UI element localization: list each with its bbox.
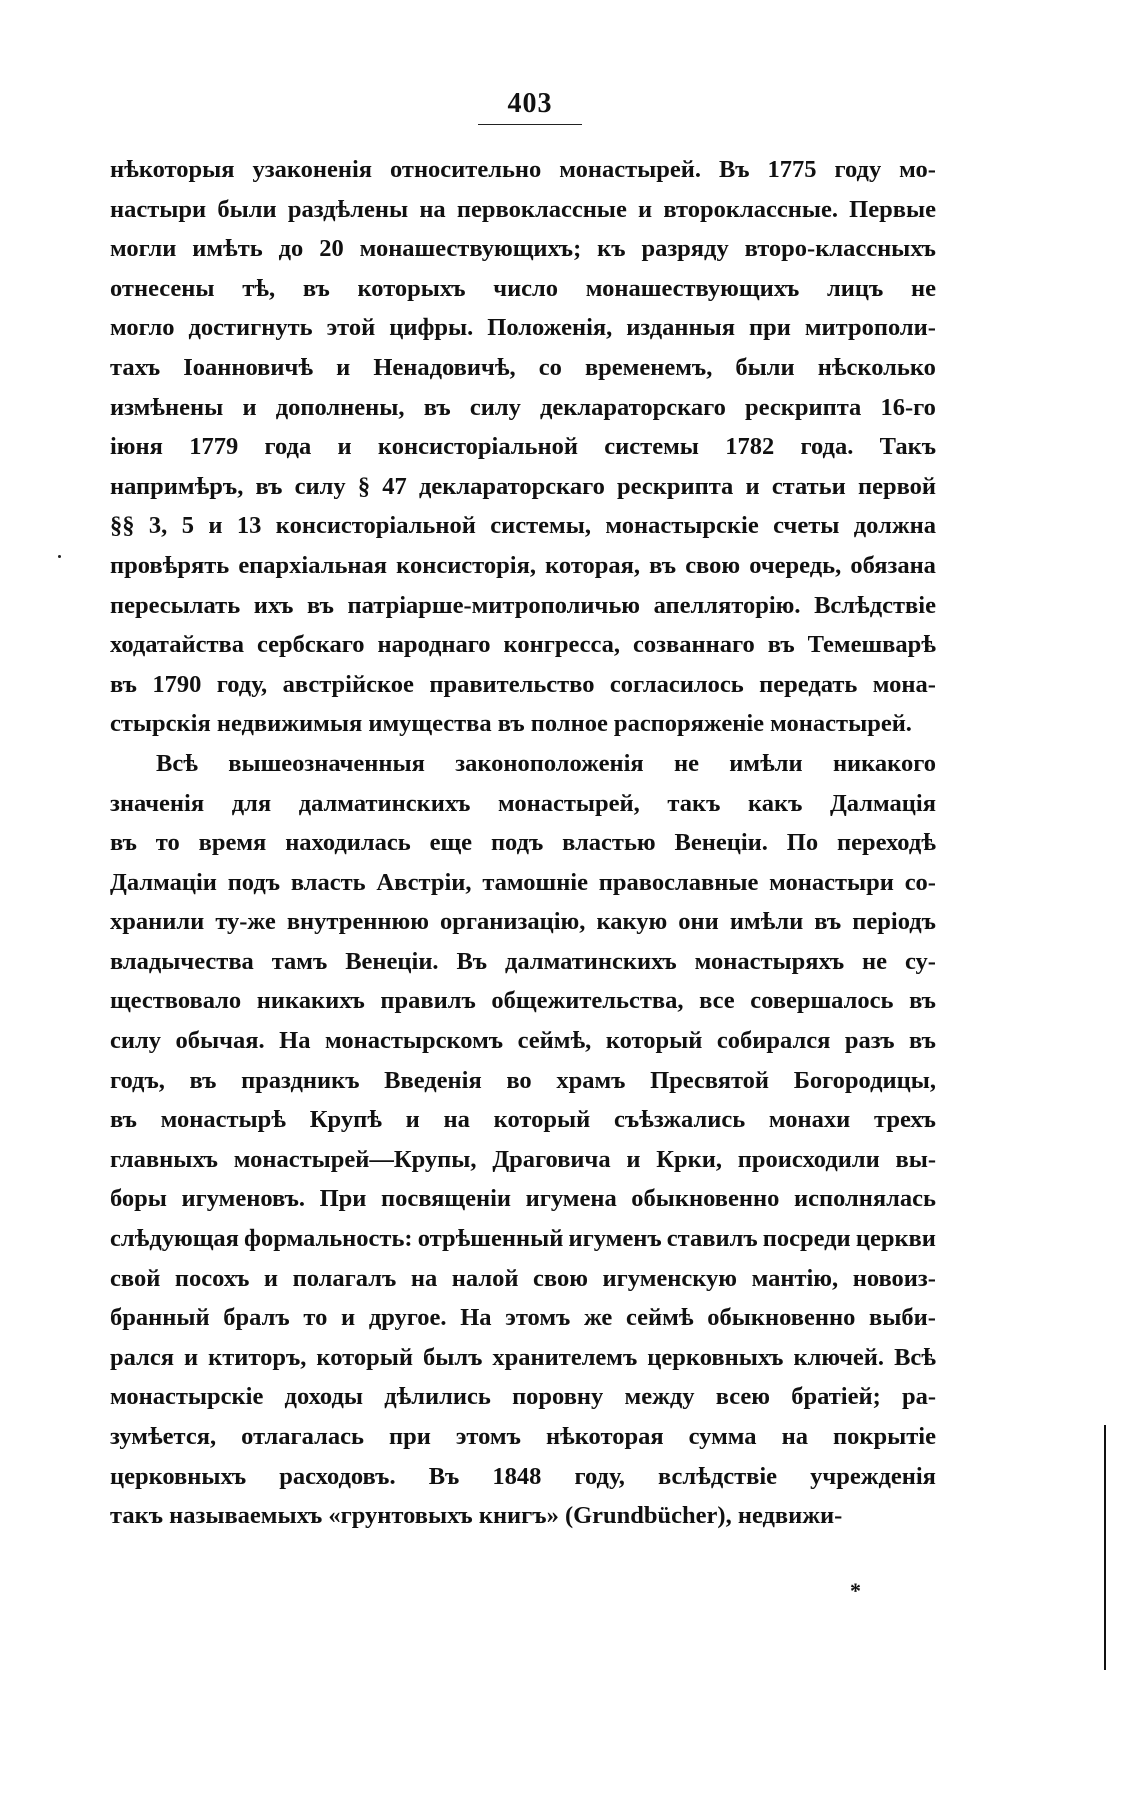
text-line: могли имѣть до 20 монашествующихъ; къ разряду второ-классныхъ (110, 235, 936, 263)
bottom-mark: * (850, 1578, 861, 1603)
text-line: силу обычая. На монастырскомъ сеймѣ, который собирался разъ въ (110, 1027, 936, 1055)
text-line: измѣнены и дополнены, въ силу деклараторскаго рескрипта 16-го (110, 393, 936, 421)
text-line: слѣдующая формальность: отрѣшенный игуменъ ставилъ посреди церкви (110, 1225, 936, 1253)
header-rule (478, 124, 582, 125)
text-line: стырскія недвижимыя имущества въ полное распоряженіе монастырей. (110, 710, 912, 738)
text-line: нѣкоторыя узаконенія относительно монастырей. Въ 1775 году мо- (110, 156, 936, 183)
text-line: свой посохъ и полагалъ на налой свою игуменскую мантію, новоиз- (110, 1264, 936, 1292)
text-line: могло достигнуть этой цифры. Положенія, изданныя при митрополи- (110, 314, 936, 342)
text-line: главныхъ монастырей—Крупы, Драговича и Крки, происходили вы- (110, 1145, 936, 1173)
text-line: церковныхъ расходовъ. Въ 1848 году, вслѣдствіе учрежденія (110, 1462, 936, 1490)
text-line: ходатайства сербскаго народнаго конгресса, созваннаго въ Темешварѣ (110, 631, 936, 659)
text-line: провѣрять епархіальная консисторія, которая, въ свою очередь, обязана (110, 551, 936, 579)
text-line: Далмаціи подъ власть Австріи, тамошніе православные монастыри со- (110, 868, 936, 896)
text-line: боры игуменовъ. При посвященіи игумена обыкновенно исполнялась (110, 1185, 936, 1213)
text-line: рался и ктиторъ, который былъ хранителемъ церковныхъ ключей. Всѣ (110, 1343, 936, 1371)
text-line: годъ, въ праздникъ Введенія во храмъ Пресвятой Богородицы, (110, 1066, 936, 1094)
margin-line (1104, 1425, 1106, 1670)
text-line: зумѣется, отлагалась при этомъ нѣкоторая сумма на покрытіе (110, 1423, 936, 1450)
text-line: въ то время находилась еще подъ властью Венеціи. По переходѣ (110, 829, 936, 857)
text-line: §§ 3, 5 и 13 консисторіальной системы, монастырскіе счеты должна (110, 512, 936, 540)
margin-dot (58, 555, 61, 558)
text-line: владычества тамъ Венеціи. Въ далматинскихъ монастыряхъ не су- (110, 947, 936, 975)
text-line: отнесены тѣ, въ которыхъ число монашествующихъ лицъ не (110, 274, 936, 302)
text-line: бранный бралъ то и другое. На этомъ же сеймѣ обыкновенно выби- (110, 1304, 936, 1332)
text-line: такъ называемыхъ «грунтовыхъ книгъ» (Grundbücher), недвижи- (110, 1502, 843, 1530)
text-line: ществовало никакихъ правилъ общежительства, все совершалось въ (110, 987, 936, 1015)
text-line: значенія для далматинскихъ монастырей, такъ какъ Далмація (110, 789, 936, 817)
text-line: напримѣръ, въ силу § 47 деклараторскаго рескрипта и статьи первой (110, 472, 936, 500)
text-line: въ монастырѣ Крупѣ и на который съѣзжались монахи трехъ (110, 1106, 936, 1134)
body-text (110, 150, 936, 1536)
text-line: Всѣ вышеозначенныя законоположенія не имѣли никакого (156, 749, 936, 777)
page-number: 403 (507, 88, 553, 119)
text-line: хранили ту-же внутреннюю организацію, какую они имѣли въ періодъ (110, 908, 936, 936)
text-line: въ 1790 году, австрійское правительство согласилось передать мона- (110, 670, 936, 698)
text-line: тахъ Іоанновичѣ и Ненадовичѣ, со временемъ, были нѣсколько (110, 353, 936, 381)
text-line: монастырскіе доходы дѣлились поровну между всею братіей; ра- (110, 1383, 936, 1411)
text-line: іюня 1779 года и консисторіальной системы 1782 года. Такъ (110, 433, 936, 461)
text-line: пересылать ихъ въ патріарше-митрополичью апелляторію. Вслѣдствіе (110, 591, 936, 619)
text-line: настыри были раздѣлены на первоклассные и второклассные. Первые (110, 195, 936, 223)
